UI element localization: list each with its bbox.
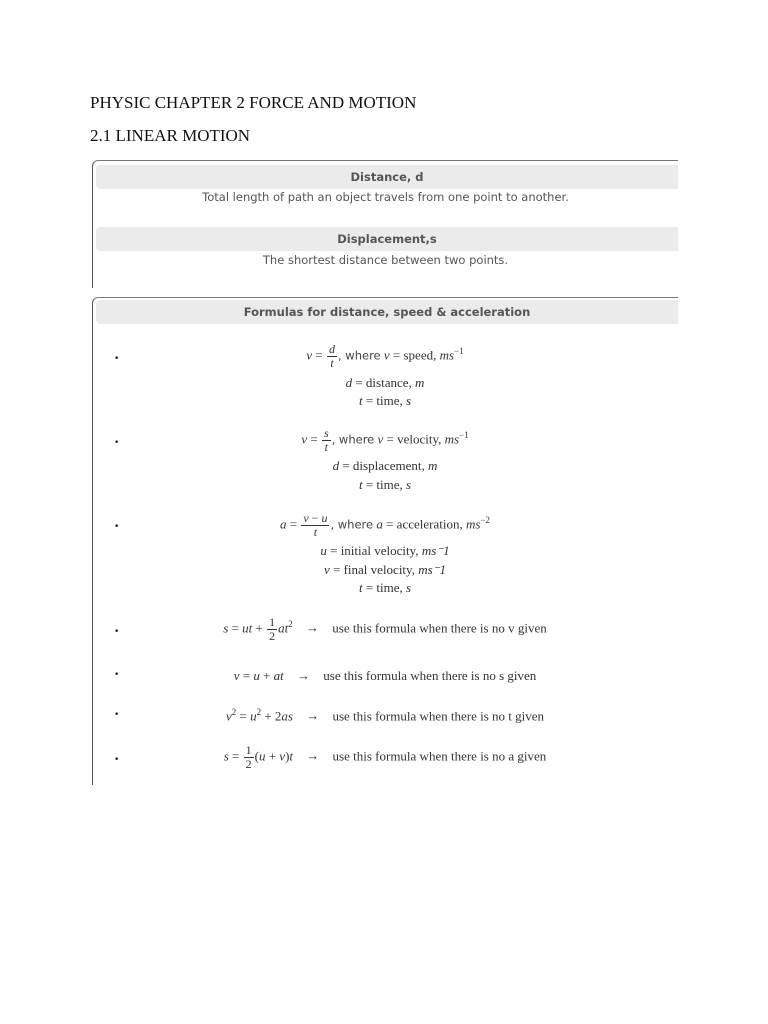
- formula-equation-3: $v^2 = u^2 + 2as$ → use this formula when there is no t given: [225, 707, 545, 724]
- list-bullet: •: [114, 670, 120, 680]
- fraction: $\frac{s}{t}$: [323, 426, 329, 454]
- arrow-icon: →: [306, 748, 320, 764]
- list-bullet: •: [114, 438, 120, 448]
- unit: m: [428, 458, 438, 473]
- formula-velocity: v = $\frac{s}{t}$ , where v = velocity, $ms^{-1}$: [301, 426, 469, 454]
- unit: ms: [444, 431, 460, 447]
- formula-speed: v = $\frac{d}{t}$ , where v = speed, $ms^{-1}$: [306, 342, 464, 370]
- unit: m: [415, 375, 425, 390]
- speed-def: = speed,: [392, 347, 437, 363]
- formula-acceleration-initial: u = initial velocity, ms⁻1: [320, 543, 450, 558]
- displacement-def: = displacement,: [342, 458, 425, 473]
- formula-velocity-time: t = time, s: [358, 477, 412, 492]
- unit: s: [406, 477, 412, 492]
- formula-rule-1: use this formula when there is no v given: [332, 620, 547, 636]
- unit: s: [406, 393, 412, 408]
- formulas-header: Formulas for distance, speed & acceleration: [96, 300, 678, 324]
- formula-equation-1: s = ut + $\frac{1}{2}$ $at^2$ → use this formula when there is no v given: [223, 615, 547, 643]
- unit: s: [406, 580, 412, 595]
- time-def: = time,: [365, 393, 403, 408]
- formula-rule-3: use this formula when there is no t given: [332, 708, 545, 724]
- formula-equation-4: s = $\frac{1}{2}$ (u + v)t → use this formula when there is no a given: [223, 743, 547, 771]
- formula-acceleration: a = $\frac{v - u}{t}$ , where a = acceleration, $ms^{-2}$: [280, 511, 490, 539]
- fraction: $\frac{1}{2}$: [269, 615, 276, 643]
- formula-equation-2: v = u + at → use this formula when there is no s given: [233, 668, 537, 683]
- formula-acceleration-final: v = final velocity, ms⁻1: [323, 562, 447, 577]
- arrow-icon: →: [306, 708, 320, 724]
- acceleration-def: = acceleration,: [386, 516, 463, 532]
- unit: ms: [465, 516, 481, 532]
- where-text: , where: [331, 432, 375, 447]
- list-bullet: •: [114, 710, 120, 720]
- formula-velocity-displacement: d = displacement, m: [332, 458, 438, 473]
- arrow-icon: →: [306, 620, 320, 636]
- section-heading: 2.1 LINEAR MOTION: [90, 126, 251, 145]
- arrow-icon: →: [297, 668, 311, 683]
- fraction: $\frac{v - u}{t}$: [303, 511, 328, 539]
- formula-speed-distance: d = distance, m: [345, 375, 425, 390]
- unit-exponent: −2: [480, 515, 490, 526]
- list-bullet: •: [114, 627, 120, 637]
- final-velocity-def: = final velocity,: [333, 562, 415, 577]
- formula-speed-time: t = time, s: [358, 393, 412, 408]
- definition-term-distance: Distance, d: [96, 165, 678, 189]
- list-bullet: •: [114, 522, 120, 532]
- velocity-def: = velocity,: [386, 431, 442, 447]
- unit: ms⁻1: [421, 543, 450, 558]
- unit-exponent: −1: [454, 346, 464, 357]
- initial-velocity-def: = initial velocity,: [330, 543, 419, 558]
- unit: ms: [439, 347, 455, 363]
- definition-term-displacement: Displacement,s: [96, 227, 678, 251]
- unit: ms⁻1: [418, 562, 447, 577]
- fraction: $\frac{1}{2}$: [245, 743, 252, 771]
- formula-acceleration-time: t = time, s: [358, 580, 412, 595]
- list-bullet: •: [114, 354, 120, 364]
- definitions-card: [92, 160, 678, 288]
- unit-exponent: −1: [459, 430, 469, 441]
- fraction: $\frac{d}{t}$: [328, 342, 335, 370]
- definition-text-distance: Total length of path an object travels from one point to another.: [202, 190, 569, 204]
- time-def: = time,: [365, 580, 403, 595]
- where-text: , where: [337, 348, 381, 363]
- where-text: , where: [330, 517, 374, 532]
- formula-rule-2: use this formula when there is no s given: [323, 668, 537, 683]
- distance-def: = distance,: [355, 375, 412, 390]
- formula-rule-4: use this formula when there is no a given: [332, 748, 547, 764]
- document-title: PHYSIC CHAPTER 2 FORCE AND MOTION: [90, 93, 417, 112]
- time-def: = time,: [365, 477, 403, 492]
- list-bullet: •: [114, 755, 120, 765]
- definition-text-displacement: The shortest distance between two points.: [262, 253, 509, 267]
